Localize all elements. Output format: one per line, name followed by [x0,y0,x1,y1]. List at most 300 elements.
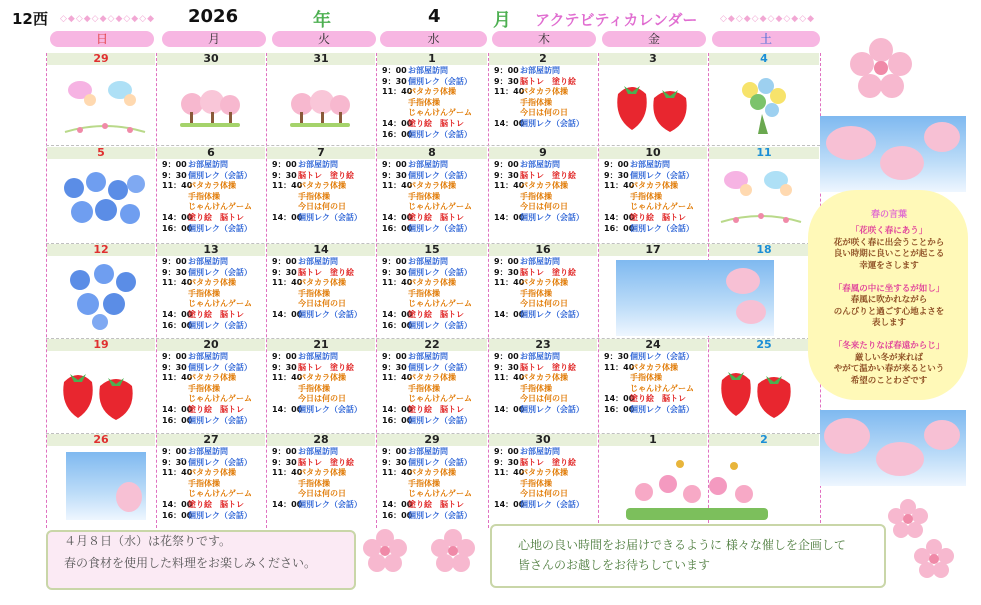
schedule-activity: パタカラ体操 [408,87,456,97]
schedule-activity: 脳トレ 塗り絵 [520,76,576,86]
schedule-time: 9：30 [382,170,407,180]
schedule-item [272,405,362,416]
schedule-activity: パタカラ体操 [298,373,346,383]
sky-photo-icon [820,116,966,192]
schedule-time: 11：40 [604,181,635,191]
schedule-item [494,299,584,310]
schedule-item [494,160,584,171]
strawberry-icon [58,362,148,424]
schedule-item [382,373,472,384]
spring-words-line: 良い時期に良いことが起こる [833,249,945,259]
date-number: 18 [709,244,819,256]
schedule-item [494,98,584,109]
schedule-activity: 塗り絵 脳トレ [188,404,244,414]
schedule-activity: 個別レク（会話） [408,510,472,520]
schedule-activity: 塗り絵 脳トレ [630,394,686,404]
schedule-time: 11：40 [382,87,413,97]
month-value: 4 [428,6,441,27]
schedule-item [272,181,362,192]
schedule-item [272,489,362,500]
schedule-time: 9：30 [494,457,519,467]
schedule-item [494,192,584,203]
schedule-activity: パタカラ体操 [520,87,568,97]
schedule-activity: パタカラ体操 [408,373,456,383]
schedule-activity: 個別レク（会話） [188,457,252,467]
blossom-icon [912,538,956,578]
schedule-activity: 手指体操 [408,383,440,393]
schedule-item [494,468,584,479]
schedule-activity: 個別レク（会話） [520,499,584,509]
date-number: 30 [489,434,597,446]
schedule-item [604,384,694,395]
blossom-icon [360,528,410,572]
schedule-time: 9：00 [382,160,407,169]
schedule-item [382,268,472,279]
schedule-activity: パタカラ体操 [298,278,346,288]
fairy-icon [716,166,806,230]
schedule-activity: 個別レク（会話） [298,404,362,414]
bouquet-icon [728,68,798,138]
schedule-item [162,468,252,479]
sky-photo-icon [616,260,774,336]
schedule-activity: 手指体操 [520,191,552,201]
schedule-item [272,213,362,224]
sky-photo-icon [820,410,966,486]
date-number: 7 [267,147,375,159]
schedule-item [162,268,252,279]
schedule-activity: お部屋訪問 [188,352,228,361]
schedule-time: 9：30 [382,457,407,467]
schedule-time: 11：40 [494,278,525,288]
date-number: 8 [377,147,487,159]
schedule-item [272,171,362,182]
schedule-time: 16：00 [604,404,635,414]
schedule-time: 9：00 [162,447,187,456]
schedule-activity: お部屋訪問 [298,257,338,266]
schedule-time: 14：00 [162,404,193,414]
schedule-item [382,363,472,374]
schedule-item [382,278,472,289]
schedule-time: 16：00 [382,510,413,520]
schedule-item [604,394,694,405]
nemophila-icon [60,262,148,332]
schedule-time: 11：40 [382,373,413,383]
schedule-activity: お部屋訪問 [408,447,448,456]
date-number: 26 [47,434,155,446]
schedule-item [162,511,252,522]
schedule-time: 16：00 [604,223,635,233]
schedule-time: 16：00 [162,320,193,330]
schedule-item [604,352,694,363]
schedule-item [162,352,252,363]
schedule-item [494,352,584,363]
schedule-activity: 手指体操 [408,97,440,107]
schedule-activity: お部屋訪問 [630,160,670,169]
schedule-item [382,108,472,119]
schedule-activity: 個別レク（会話） [408,362,472,372]
schedule-item [494,384,584,395]
schedule-time: 11：40 [382,468,413,478]
schedule-item [272,373,362,384]
schedule-activity: 塗り絵 脳トレ [408,212,464,222]
date-number: 25 [709,339,819,351]
schedule-time: 9：30 [382,76,407,86]
schedule-time: 14：00 [494,309,525,319]
schedule-time: 9：30 [162,362,187,372]
spring-words-line: 「春風の中に坐するが如し」 [833,283,945,294]
schedule-activity: 個別レク（会話） [630,170,694,180]
schedule-activity: 個別レク（会話） [188,170,252,180]
schedule-item [162,181,252,192]
blossom-icon [886,498,930,538]
schedule-activity: 個別レク（会話） [630,223,694,233]
schedule-item [494,257,584,268]
schedule-time: 9：00 [162,160,187,169]
schedule-list [494,257,584,321]
schedule-activity: 今日は何の日 [520,299,568,309]
schedule-item [604,363,694,374]
schedule-activity: 今日は何の日 [298,489,346,499]
schedule-activity: 脳トレ 塗り絵 [298,362,354,372]
sky-photo-icon [66,452,146,520]
schedule-time: 11：40 [162,181,193,191]
schedule-activity: 個別レク（会話） [520,212,584,222]
schedule-activity: 個別レク（会話） [520,118,584,128]
schedule-activity: 個別レク（会話） [188,223,252,233]
schedule-activity: 今日は何の日 [520,108,568,118]
schedule-activity: パタカラ体操 [188,181,236,191]
schedule-activity: じゃんけんゲーム [408,489,472,499]
schedule-activity: 今日は何の日 [520,489,568,499]
schedule-activity: 個別レク（会話） [408,223,472,233]
spring-words-line: 春風に吹かれながら [850,295,928,305]
strawberry-icon [610,74,700,134]
schedule-item [162,202,252,213]
schedule-activity: パタカラ体操 [520,373,568,383]
date-number: 29 [377,434,487,446]
schedule-time: 16：00 [382,415,413,425]
schedule-activity: 手指体操 [408,191,440,201]
schedule-activity: 手指体操 [520,288,552,298]
schedule-activity: 手指体操 [630,191,662,201]
schedule-activity: 個別レク（会話） [408,76,472,86]
schedule-time: 9：00 [162,352,187,361]
schedule-time: 9：00 [272,352,297,361]
schedule-list [382,447,472,521]
grid-line [46,53,47,528]
schedule-time: 9：30 [272,457,297,467]
date-number: 1 [377,53,487,65]
schedule-activity: じゃんけんゲーム [188,489,252,499]
schedule-item [382,257,472,268]
schedule-item [382,224,472,235]
schedule-item [162,416,252,427]
schedule-item [494,87,584,98]
note-line: 皆さんのお越しをお待ちしています [518,558,711,572]
schedule-activity: お部屋訪問 [520,257,560,266]
schedule-time: 9：30 [272,170,297,180]
schedule-activity: パタカラ体操 [188,373,236,383]
schedule-time: 9：30 [272,362,297,372]
calendar-title: アクテビティカレンダー [535,11,698,29]
grid-line [598,53,599,528]
schedule-item [494,268,584,279]
schedule-item [382,130,472,141]
date-number: 10 [599,147,707,159]
schedule-activity: 今日は何の日 [520,202,568,212]
schedule-time: 9：30 [604,170,629,180]
schedule-item [494,310,584,321]
schedule-item [382,310,472,321]
schedule-time: 14：00 [272,309,303,319]
schedule-activity: 個別レク（会話） [630,352,694,361]
schedule-activity: お部屋訪問 [298,352,338,361]
schedule-item [162,160,252,171]
schedule-item [382,447,472,458]
schedule-list [382,257,472,331]
schedule-list [272,257,362,321]
schedule-time: 14：00 [494,404,525,414]
schedule-item [162,384,252,395]
schedule-activity: 手指体操 [520,383,552,393]
schedule-time: 16：00 [162,510,193,520]
strawberry-icon [716,360,806,422]
year-value: 2026 [188,6,239,27]
schedule-activity: 脳トレ 塗り絵 [520,267,576,277]
date-number: 29 [47,53,155,65]
schedule-list [494,352,584,416]
schedule-time: 11：40 [272,181,303,191]
schedule-item [382,479,472,490]
schedule-time: 9：00 [604,160,629,169]
schedule-item [382,181,472,192]
schedule-item [272,458,362,469]
schedule-activity: 手指体操 [188,288,220,298]
weekday-tue: 火 [272,31,376,47]
schedule-time: 14：00 [604,394,635,404]
schedule-item [272,257,362,268]
schedule-activity: 個別レク（会話） [188,267,252,277]
weekday-sat: 土 [712,31,820,47]
schedule-activity: パタカラ体操 [188,278,236,288]
date-number: 28 [267,434,375,446]
schedule-item [382,405,472,416]
schedule-time: 9：00 [272,447,297,456]
schedule-activity: じゃんけんゲーム [188,394,252,404]
schedule-item [272,310,362,321]
schedule-item [494,405,584,416]
schedule-item [162,489,252,500]
schedule-time: 9：30 [162,457,187,467]
schedule-time: 9：00 [494,257,519,266]
date-number: 30 [157,53,265,65]
schedule-item [494,447,584,458]
schedule-item [494,119,584,130]
weekday-fri: 金 [602,31,706,47]
date-number: 22 [377,339,487,351]
schedule-item [382,213,472,224]
schedule-activity: お部屋訪問 [408,352,448,361]
schedule-activity: 個別レク（会話） [298,499,362,509]
schedule-activity: 手指体操 [408,288,440,298]
schedule-item [382,352,472,363]
date-number: 4 [709,53,819,65]
schedule-time: 9：30 [382,362,407,372]
schedule-activity: 塗り絵 脳トレ [630,212,686,222]
date-number: 19 [47,339,155,351]
schedule-time: 9：30 [604,352,629,361]
schedule-activity: 手指体操 [298,383,330,393]
schedule-item [272,278,362,289]
schedule-item [382,289,472,300]
schedule-item [382,202,472,213]
schedule-activity: 個別レク（会話） [188,362,252,372]
schedule-item [604,202,694,213]
schedule-list [162,447,252,521]
schedule-item [494,479,584,490]
schedule-list [494,447,584,511]
schedule-item [494,181,584,192]
schedule-item [162,458,252,469]
schedule-item [382,321,472,332]
schedule-time: 14：00 [272,212,303,222]
schedule-time: 11：40 [494,468,525,478]
schedule-item [272,299,362,310]
diamond-decoration-right: ◇◆◇◆◇◆◇◆◇◆◇◆ [720,14,816,24]
schedule-activity: 脳トレ 塗り絵 [298,170,354,180]
schedule-activity: 個別レク（会話） [408,129,472,139]
schedule-item [382,458,472,469]
spring-words-line: 幸運をさします [859,260,919,271]
schedule-activity: お部屋訪問 [408,257,448,266]
schedule-activity: お部屋訪問 [188,257,228,266]
schedule-activity: パタカラ体操 [520,468,568,478]
schedule-list [382,160,472,234]
note-line: 心地の良い時間をお届けできるように 様々な催しを企画して [518,538,846,552]
date-number: 5 [47,147,155,159]
weekday-sun: 日 [50,31,154,47]
year-label: 年 [313,10,331,31]
schedule-item [494,373,584,384]
blossom-icon [428,528,478,572]
schedule-item [162,278,252,289]
schedule-activity: 個別レク（会話） [408,170,472,180]
schedule-list [494,66,584,130]
schedule-time: 16：00 [162,415,193,425]
schedule-list [494,160,584,224]
schedule-time: 9：30 [494,267,519,277]
schedule-time: 11：40 [162,278,193,288]
schedule-item [162,373,252,384]
schedule-item [604,213,694,224]
date-number: 11 [709,147,819,159]
schedule-item [162,405,252,416]
schedule-activity: 個別レク（会話） [630,404,694,414]
schedule-item [382,77,472,88]
schedule-item [162,192,252,203]
unit-label: 12西 [12,10,48,28]
schedule-item [494,289,584,300]
schedule-activity: お部屋訪問 [520,447,560,456]
schedule-activity: 手指体操 [298,478,330,488]
schedule-activity: じゃんけんゲーム [188,202,252,212]
schedule-item [382,160,472,171]
grid-line [156,53,157,528]
schedule-activity: 手指体操 [520,97,552,107]
schedule-activity: パタカラ体操 [298,181,346,191]
schedule-time: 9：00 [162,257,187,266]
schedule-list [382,66,472,140]
schedule-time: 9：30 [494,76,519,86]
schedule-activity: 個別レク（会話） [298,309,362,319]
schedule-item [494,77,584,88]
schedule-time: 16：00 [162,223,193,233]
schedule-activity: 塗り絵 脳トレ [188,309,244,319]
nemophila-icon [56,168,148,236]
schedule-time: 14：00 [494,118,525,128]
date-number: 14 [267,244,375,256]
schedule-activity: 個別レク（会話） [298,212,362,222]
schedule-time: 14：00 [382,118,413,128]
schedule-time: 14：00 [162,309,193,319]
schedule-time: 9：30 [162,267,187,277]
cosmos-icon [622,456,772,524]
schedule-activity: 個別レク（会話） [408,415,472,425]
schedule-activity: 個別レク（会話） [408,267,472,277]
date-number: 9 [489,147,597,159]
schedule-item [604,224,694,235]
schedule-activity: 脳トレ 塗り絵 [298,457,354,467]
schedule-activity: パタカラ体操 [630,362,678,372]
schedule-activity: 今日は何の日 [298,299,346,309]
schedule-time: 14：00 [382,212,413,222]
schedule-item [272,384,362,395]
schedule-item [272,268,362,279]
schedule-item [162,394,252,405]
schedule-item [162,500,252,511]
spring-words-line: やがて温かい春が来るという [833,364,945,374]
schedule-activity: パタカラ体操 [520,181,568,191]
schedule-time: 11：40 [604,362,635,372]
schedule-activity: 手指体操 [520,478,552,488]
schedule-activity: お部屋訪問 [408,160,448,169]
schedule-item [382,489,472,500]
date-number: 12 [47,244,155,256]
schedule-item [494,394,584,405]
schedule-time: 14：00 [494,212,525,222]
date-number: 21 [267,339,375,351]
schedule-time: 14：00 [604,212,635,222]
schedule-time: 14：00 [162,499,193,509]
weekday-wed: 水 [380,31,487,47]
schedule-time: 9：00 [272,160,297,169]
schedule-time: 16：00 [382,223,413,233]
schedule-time: 11：40 [494,87,525,97]
schedule-item [494,363,584,374]
schedule-time: 9：00 [494,66,519,75]
schedule-list [162,257,252,331]
schedule-activity: お部屋訪問 [520,66,560,75]
weekday-thu: 木 [492,31,596,47]
schedule-item [272,468,362,479]
schedule-activity: 手指体操 [408,478,440,488]
schedule-item [162,213,252,224]
date-number: 23 [489,339,597,351]
schedule-item [272,500,362,511]
schedule-time: 16：00 [382,320,413,330]
schedule-item [382,511,472,522]
schedule-list [162,160,252,234]
